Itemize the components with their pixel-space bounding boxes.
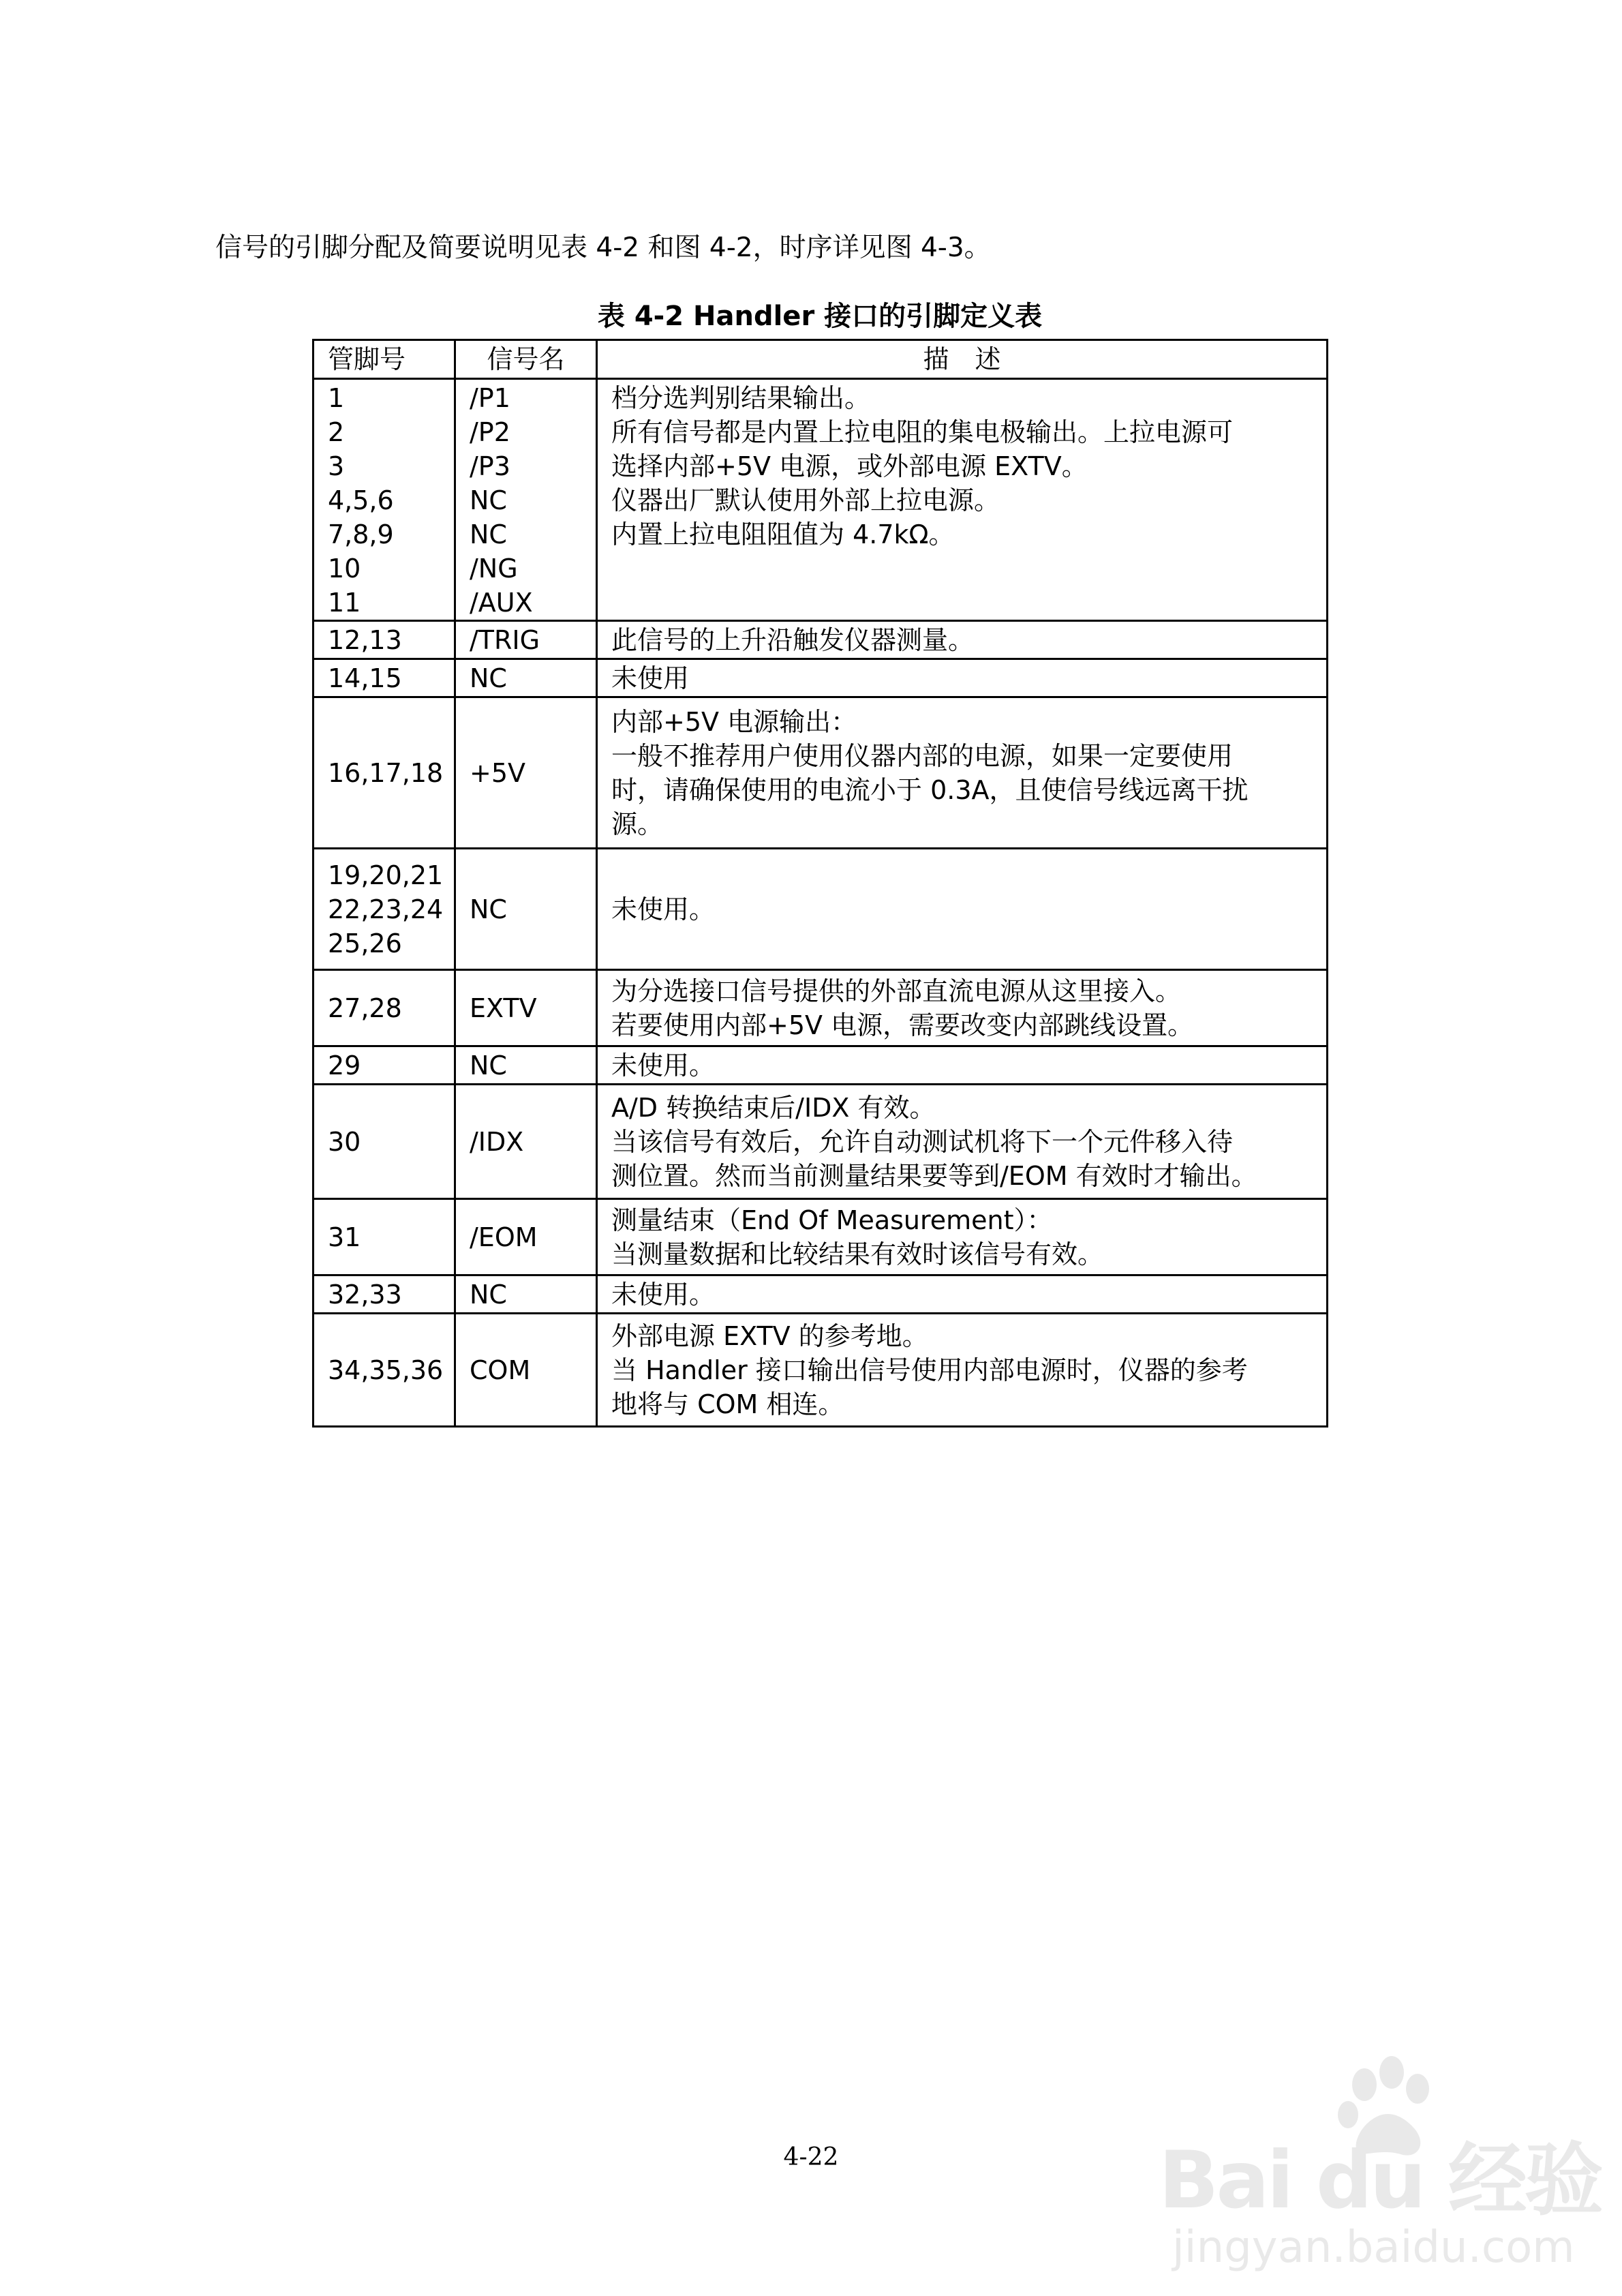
pin-number: 16,17,18 — [328, 757, 444, 788]
pin-number: 29 — [328, 1050, 361, 1081]
pin-number: 3 — [328, 451, 345, 481]
signal-cell — [455, 1046, 597, 1085]
baidu-jingyan-watermark — [1159, 2052, 1601, 2284]
header-signal-name: 信号名 — [455, 340, 597, 379]
signal-name: EXTV — [470, 993, 537, 1023]
description-line: 未使用 — [611, 663, 690, 693]
description-line: 未使用。 — [611, 894, 716, 924]
description-line: 测量结束（End Of Measurement）： — [611, 1205, 1053, 1235]
pin-cell — [313, 621, 455, 659]
description-line: 仪器出厂默认使用外部上拉电源。 — [611, 485, 1000, 515]
description-cell — [597, 1046, 1328, 1085]
description-cell — [597, 1314, 1328, 1427]
description-cell — [597, 379, 1328, 621]
signal-name: /EOM — [470, 1222, 538, 1252]
description-line: 一般不推荐用户使用仪器内部的电源，如果一定要使用 — [611, 740, 1234, 771]
description-line: 未使用。 — [611, 1279, 716, 1310]
pin-number: 27,28 — [328, 993, 402, 1023]
table-row — [313, 1275, 1328, 1314]
signal-cell — [455, 621, 597, 659]
description-cell — [597, 1085, 1328, 1199]
description-line: 当 Handler 接口输出信号使用内部电源时，仪器的参考 — [611, 1355, 1248, 1385]
pin-number: 25,26 — [328, 928, 402, 958]
watermark-logo-text: Bai du 经验 — [1159, 2134, 1601, 2226]
pin-cell — [313, 1085, 455, 1199]
signal-name: NC — [470, 1050, 507, 1081]
watermark-url: jingyan.baidu.com — [1172, 2222, 1575, 2273]
description-cell — [597, 659, 1328, 697]
pin-number: 1 — [328, 383, 345, 413]
signal-cell — [455, 970, 597, 1046]
signal-name: NC — [470, 1279, 507, 1310]
description-line: 未使用。 — [611, 1050, 716, 1081]
table-row — [313, 970, 1328, 1046]
pin-number: 12,13 — [328, 624, 402, 655]
pin-number: 30 — [328, 1126, 361, 1157]
pin-number: 14,15 — [328, 663, 402, 693]
pin-cell — [313, 379, 455, 621]
pin-number: 19,20,21 — [328, 860, 444, 890]
pin-number: 32,33 — [328, 1279, 402, 1310]
description-line: 选择内部+5V 电源，或外部电源 EXTV。 — [611, 451, 1088, 481]
description-cell — [597, 1275, 1328, 1314]
signal-name: NC — [470, 519, 507, 549]
pin-cell — [313, 970, 455, 1046]
table-header-row — [313, 340, 1328, 379]
pin-number: 2 — [328, 417, 345, 447]
table-row — [313, 1085, 1328, 1199]
pin-cell — [313, 697, 455, 849]
signal-cell — [455, 1314, 597, 1427]
description-line: 当该信号有效后，允许自动测试机将下一个元件移入待 — [611, 1126, 1234, 1157]
description-line: 所有信号都是内置上拉电阻的集电极输出。上拉电源可 — [611, 417, 1234, 447]
description-line: 源。 — [611, 809, 664, 839]
signal-cell — [455, 849, 597, 970]
header-description: 描 述 — [597, 340, 1328, 379]
description-line: 时，请确保使用的电流小于 0.3A，且使信号线远离干扰 — [611, 774, 1249, 805]
pin-cell — [313, 1046, 455, 1085]
pin-number: 10 — [328, 554, 361, 584]
signal-name: COM — [470, 1355, 531, 1385]
signal-name: /AUX — [470, 588, 533, 618]
signal-name: /P1 — [470, 383, 510, 413]
signal-name: +5V — [470, 757, 526, 788]
page-number: 4-22 — [783, 2143, 839, 2171]
description-line: 若要使用内部+5V 电源，需要改变内部跳线设置。 — [611, 1010, 1194, 1040]
signal-cell — [455, 1199, 597, 1275]
pin-number: 31 — [328, 1222, 361, 1252]
description-line: 此信号的上升沿触发仪器测量。 — [611, 624, 975, 655]
pin-cell — [313, 1275, 455, 1314]
pin-cell — [313, 849, 455, 970]
table-row — [313, 849, 1328, 970]
pin-number: 11 — [328, 588, 361, 618]
signal-name: /IDX — [470, 1126, 524, 1157]
description-line: 内置上拉电阻阻值为 4.7kΩ。 — [611, 519, 955, 549]
intro-paragraph: 信号的引脚分配及简要说明见表 4-2 和图 4-2，时序详见图 4-3。 — [215, 232, 991, 263]
description-line: 当测量数据和比较结果有效时该信号有效。 — [611, 1239, 1104, 1269]
description-line: 为分选接口信号提供的外部直流电源从这里接入。 — [611, 976, 1182, 1006]
signal-cell — [455, 379, 597, 621]
signal-cell — [455, 1275, 597, 1314]
table-row — [313, 1314, 1328, 1427]
pin-cell — [313, 659, 455, 697]
pin-number: 34,35,36 — [328, 1355, 444, 1385]
table-row — [313, 697, 1328, 849]
signal-name: /TRIG — [470, 624, 540, 655]
signal-cell — [455, 659, 597, 697]
description-cell — [597, 621, 1328, 659]
signal-name: NC — [470, 663, 507, 693]
pin-cell — [313, 1314, 455, 1427]
signal-cell — [455, 1085, 597, 1199]
signal-name: /P3 — [470, 451, 510, 481]
description-line: 测位置。然而当前测量结果要等到/EOM 有效时才输出。 — [611, 1160, 1257, 1191]
description-cell — [597, 697, 1328, 849]
table-row — [313, 1046, 1328, 1085]
description-line: 地将与 COM 相连。 — [611, 1389, 844, 1419]
signal-cell — [455, 697, 597, 849]
signal-name: NC — [470, 894, 507, 924]
pin-number: 22,23,24 — [328, 894, 444, 924]
pin-number: 7,8,9 — [328, 519, 394, 549]
pin-definition-table — [312, 339, 1328, 1428]
table-row — [313, 1199, 1328, 1275]
signal-name: /NG — [470, 554, 518, 584]
signal-name: /P2 — [470, 417, 510, 447]
pin-number: 4,5,6 — [328, 485, 394, 515]
header-pin-number: 管脚号 — [313, 340, 455, 379]
signal-name: NC — [470, 485, 507, 515]
description-line: 档分选判别结果输出。 — [611, 383, 871, 413]
table-row — [313, 379, 1328, 621]
description-cell — [597, 1199, 1328, 1275]
table-caption: 表 4-2 Handler 接口的引脚定义表 — [597, 301, 1043, 332]
description-line: A/D 转换结束后/IDX 有效。 — [611, 1092, 936, 1123]
description-line: 外部电源 EXTV 的参考地。 — [611, 1320, 928, 1351]
description-line: 内部+5V 电源输出： — [611, 706, 857, 737]
description-cell — [597, 849, 1328, 970]
table-row — [313, 659, 1328, 697]
description-cell — [597, 970, 1328, 1046]
table-row — [313, 621, 1328, 659]
pin-cell — [313, 1199, 455, 1275]
